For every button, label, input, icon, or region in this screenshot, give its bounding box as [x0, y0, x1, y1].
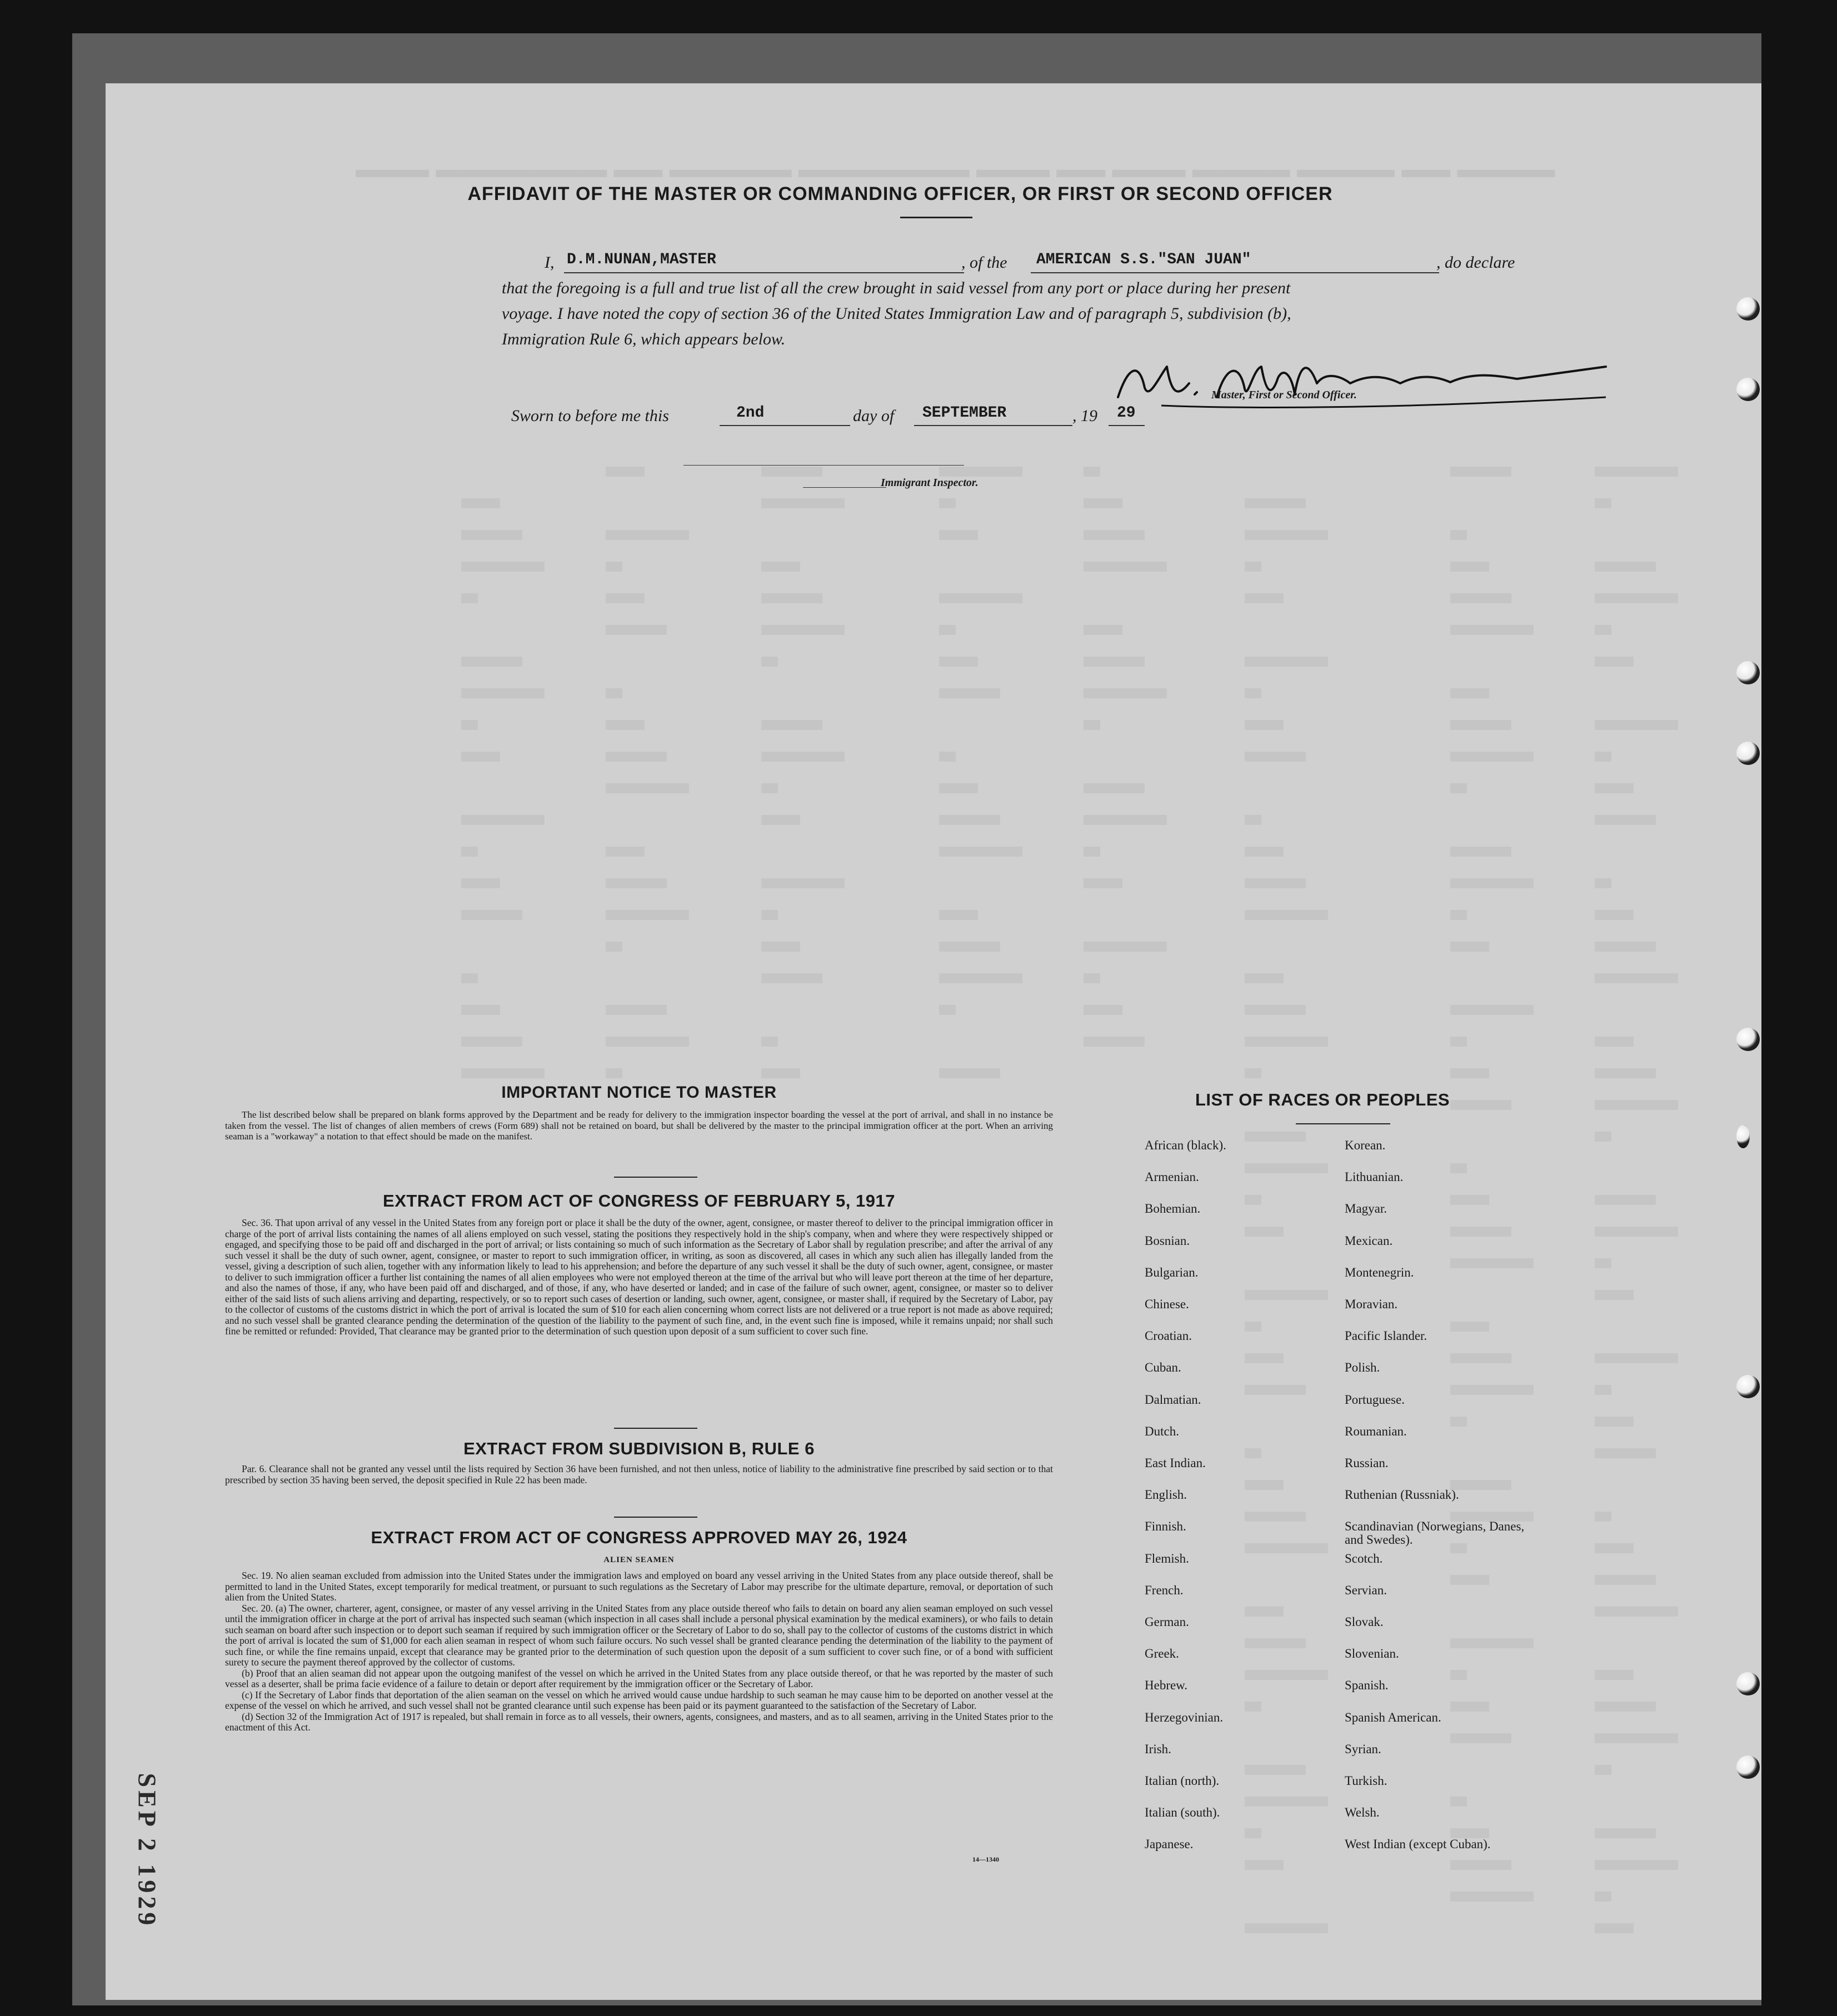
bleed-through-mark — [1245, 1068, 1261, 1078]
race-item: Finnish. — [1145, 1519, 1186, 1534]
bleed-through-mark — [1245, 657, 1328, 667]
bleed-through-mark — [1245, 498, 1306, 508]
race-item: Pacific Islander. — [1345, 1329, 1427, 1343]
punch-hole — [1736, 1125, 1750, 1148]
bleed-through-mark — [1595, 1353, 1678, 1363]
race-item: Polish. — [1345, 1360, 1380, 1375]
bleed-through-mark — [761, 783, 778, 793]
bleed-through-mark — [1245, 1322, 1261, 1332]
bleed-through-mark — [1084, 720, 1100, 730]
bleed-through-mark — [1245, 1290, 1328, 1300]
race-item: Moravian. — [1345, 1297, 1398, 1311]
bleed-through-mark — [1450, 878, 1534, 888]
race-item: East Indian. — [1145, 1456, 1206, 1470]
bleed-through-mark — [606, 878, 667, 888]
bleed-through-mark — [1450, 1892, 1534, 1902]
master-name: D.M.NUNAN,MASTER — [567, 251, 716, 268]
sworn-year: 29 — [1117, 404, 1136, 422]
bleed-through-mark — [1245, 1607, 1284, 1617]
bleed-through-mark — [1595, 910, 1634, 920]
bleed-through-mark — [1084, 783, 1145, 793]
bleed-through-mark — [1595, 593, 1678, 603]
bleed-through-mark — [1245, 562, 1261, 572]
race-item: Hebrew. — [1145, 1678, 1188, 1693]
bleed-through-mark — [461, 910, 522, 920]
inspector-caption: Immigrant Inspector. — [881, 477, 979, 489]
bleed-through-mark — [1245, 910, 1328, 920]
bleed-through-mark — [461, 498, 500, 508]
race-item: Lithuanian. — [1345, 1170, 1404, 1184]
declaration-line-2: that the foregoing is a full and true list of all the crew brought in said vessel from any port or place during her present — [502, 279, 1291, 297]
month-underline — [914, 425, 1072, 426]
bleed-through-mark — [1245, 1195, 1261, 1205]
bleed-through-mark — [1450, 1828, 1489, 1838]
bleed-through-mark — [606, 942, 622, 952]
bleed-through-mark — [1595, 1543, 1634, 1553]
bleed-through-mark — [1245, 1702, 1261, 1712]
notice-title: IMPORTANT NOTICE TO MASTER — [501, 1083, 777, 1102]
race-item: Montenegrin. — [1345, 1265, 1414, 1279]
race-item: Servian. — [1345, 1583, 1387, 1597]
bleed-through-mark — [1245, 1005, 1306, 1015]
bleed-through-mark — [606, 783, 689, 793]
day-of-label: day of — [853, 407, 895, 425]
bleed-through-mark — [1450, 530, 1467, 540]
bleed-through-mark — [1595, 1068, 1656, 1078]
manifest-page — [106, 83, 1761, 2000]
bleed-through-mark — [461, 562, 545, 572]
notice-text: The list described below shall be prepared on blank forms approved by the Department and be ready for delivery to the immigration inspector boarding the vessel at the port of arrival, and shall in no instance be taken from the vessel. The list of changes of alien members of crews (Form 689) shall not be retained on board, but shall be delivered by the master to the principal immigration officer at the port. When an arriving seaman is a "workaway" a notation to that effect should be made on the manifest. — [225, 1109, 1053, 1142]
punch-hole — [1736, 378, 1760, 401]
bleed-through-mark — [1245, 752, 1306, 762]
bleed-through-mark — [761, 1037, 778, 1047]
race-item: Bohemian. — [1145, 1202, 1201, 1216]
declaration-line-4: Immigration Rule 6, which appears below. — [502, 330, 786, 348]
bleed-through-mark — [761, 815, 800, 825]
declaration-line-3: voyage. I have noted the copy of section 36 of the United States Immigration Law and of paragraph 5, subdivision (b), — [502, 304, 1291, 323]
bleed-through-mark — [1595, 973, 1678, 983]
bleed-through-mark — [1595, 657, 1634, 667]
bleed-through-mark — [606, 625, 667, 635]
form-number: 14—1340 — [972, 1855, 999, 1863]
bleed-through-mark — [939, 625, 956, 635]
race-item: Spanish. — [1345, 1678, 1389, 1693]
race-item: French. — [1145, 1583, 1184, 1597]
bleed-through-mark — [1245, 1828, 1261, 1838]
race-item: Russian. — [1345, 1456, 1389, 1470]
bleed-through-mark — [606, 562, 622, 572]
bleed-through-mark — [1450, 910, 1467, 920]
bleed-through-mark — [1245, 1163, 1328, 1173]
vessel-underline — [1031, 272, 1439, 273]
bleed-through-mark — [1595, 1607, 1678, 1617]
bleed-through-mark — [1595, 1037, 1634, 1047]
bleed-through-mark — [1450, 1797, 1467, 1807]
bleed-through-mark — [1595, 815, 1656, 825]
bleed-through-mark — [1595, 878, 1611, 888]
bleed-through-mark — [1450, 847, 1511, 857]
bleed-through-mark — [461, 815, 545, 825]
bleed-through-mark — [1245, 688, 1261, 698]
declaration-i: I, — [545, 253, 555, 272]
bleed-through-mark — [1245, 1480, 1284, 1490]
race-item: Portuguese. — [1345, 1392, 1405, 1407]
race-item: Dutch. — [1145, 1424, 1179, 1438]
bleed-through-mark — [939, 942, 1000, 952]
bleed-through-mark — [1245, 1860, 1284, 1870]
bleed-through-mark — [1450, 1068, 1489, 1078]
bleed-through-mark — [1595, 942, 1656, 952]
bleed-through-mark — [1245, 1797, 1328, 1807]
bleed-through-mark — [939, 910, 978, 920]
bleed-through-mark — [939, 593, 1022, 603]
bleed-through-mark — [1245, 1923, 1328, 1933]
race-item: Irish. — [1145, 1742, 1171, 1756]
bleed-through-mark — [1084, 1037, 1145, 1047]
bleed-through-mark — [939, 467, 1022, 477]
bleed-through-mark — [1245, 1670, 1328, 1680]
bleed-through-mark — [1084, 973, 1100, 983]
bleed-through-mark — [1245, 1448, 1261, 1458]
bleed-through-mark — [606, 593, 645, 603]
bleed-through-mark — [1595, 1132, 1611, 1142]
bleed-through-mark — [1450, 1227, 1511, 1237]
bleed-through-mark — [939, 815, 1000, 825]
sworn-day: 2nd — [736, 404, 765, 422]
bleed-through-mark — [1245, 530, 1328, 540]
race-item: Syrian. — [1345, 1742, 1381, 1756]
sworn-month: SEPTEMBER — [922, 404, 1007, 422]
bleed-through-mark — [1450, 1733, 1511, 1743]
bleed-through-mark — [1084, 815, 1167, 825]
bleed-through-mark — [1595, 1385, 1611, 1395]
race-item: Cuban. — [1145, 1360, 1181, 1375]
bleed-through-mark — [606, 688, 622, 698]
rule-6-rule — [614, 1517, 697, 1518]
bleed-through-mark — [1450, 1037, 1467, 1047]
bleed-through-mark — [461, 973, 478, 983]
year-underline — [1109, 425, 1145, 426]
bleed-through-mark — [606, 752, 667, 762]
extract-1917-title: EXTRACT FROM ACT OF CONGRESS OF FEBRUARY 5, 1917 — [383, 1191, 895, 1210]
race-item: Magyar. — [1345, 1202, 1387, 1216]
bleed-through-mark — [1245, 815, 1261, 825]
bleed-through-mark — [1450, 1163, 1467, 1173]
bleed-through-mark — [761, 942, 800, 952]
bleed-through-mark — [1595, 1227, 1678, 1237]
bleed-through-mark — [1595, 1765, 1611, 1775]
bleed-through-mark — [1450, 1258, 1534, 1268]
bleed-through-mark — [1084, 688, 1167, 698]
bleed-through-mark — [939, 752, 956, 762]
punch-hole — [1736, 661, 1760, 684]
bleed-through-mark — [461, 1037, 522, 1047]
race-item: Armenian. — [1145, 1170, 1199, 1184]
bleed-through-mark — [1450, 1005, 1534, 1015]
bleed-through-mark — [1595, 752, 1611, 762]
bleed-through-shadow: ▬▬▬ ▬▬▬▬▬▬▬ ▬▬ ▬▬▬▬▬ ▬▬▬▬▬▬▬ ▬▬▬ ▬▬ ▬▬▬ ▬▬▬▬ ▬▬▬▬ ▬▬ ▬▬▬▬ — [356, 156, 1555, 183]
race-item: Slovak. — [1345, 1615, 1384, 1629]
bleed-through-mark — [1595, 1290, 1634, 1300]
bleed-through-mark — [1450, 1702, 1489, 1712]
bleed-through-mark — [1084, 467, 1100, 477]
bleed-through-mark — [1245, 878, 1306, 888]
rule-6-title: EXTRACT FROM SUBDIVISION B, RULE 6 — [463, 1439, 815, 1458]
bleed-through-mark — [1084, 530, 1145, 540]
bleed-through-mark — [1245, 593, 1284, 603]
race-item: Korean. — [1345, 1138, 1386, 1152]
bleed-through-mark — [1595, 1258, 1611, 1268]
race-item: Ruthenian (Russniak). — [1345, 1488, 1459, 1502]
bleed-through-mark — [1595, 783, 1634, 793]
bleed-through-mark — [461, 847, 478, 857]
bleed-through-mark — [1595, 562, 1656, 572]
bleed-through-mark — [1450, 752, 1534, 762]
name-underline — [564, 272, 964, 273]
bleed-through-mark — [761, 625, 845, 635]
race-item: Slovenian. — [1345, 1647, 1399, 1661]
bleed-through-mark — [1084, 498, 1122, 508]
races-title: LIST OF RACES OR PEOPLES — [1195, 1090, 1450, 1109]
bleed-through-mark — [939, 657, 978, 667]
bleed-through-mark — [606, 467, 645, 477]
extract-1924-title: EXTRACT FROM ACT OF CONGRESS APPROVED MAY 26, 1924 — [371, 1528, 907, 1547]
bleed-through-mark — [1450, 1322, 1489, 1332]
of-the-label: , of the — [961, 253, 1007, 272]
bleed-through-mark — [461, 530, 522, 540]
sec-20d-text: (d) Section 32 of the Immigration Act of 1917 is repealed, but shall remain in force as to all vessels, their owners, agents, consignees, and masters, and as to all seamen, arriving in the United States prior to the enactment of this Act. — [225, 1710, 1053, 1733]
bleed-through-mark — [939, 530, 978, 540]
bleed-through-mark — [606, 847, 645, 857]
race-item: Flemish. — [1145, 1551, 1189, 1565]
bleed-through-mark — [606, 530, 689, 540]
race-item: Italian (north). — [1145, 1774, 1220, 1788]
bleed-through-mark — [1450, 1575, 1489, 1585]
bleed-through-mark — [1595, 1828, 1656, 1838]
inspector-caption-rule — [803, 487, 886, 488]
year-prefix: , 19 — [1072, 407, 1097, 425]
bleed-through-mark — [461, 752, 500, 762]
race-item: Turkish. — [1345, 1774, 1387, 1788]
bleed-through-mark — [1595, 1860, 1678, 1870]
race-item: Italian (south). — [1145, 1805, 1220, 1820]
bleed-through-mark — [461, 593, 478, 603]
punch-hole — [1736, 297, 1760, 321]
bleed-through-mark — [1084, 878, 1122, 888]
sec-20a-text: Sec. 20. (a) The owner, charterer, agent, consignee, or master of any vessel arriving in the United States from any place outside thereof who fails to detain on board any alien seaman employed on such vessel until the immigration officer in charge at the port of arrival has inspected such seaman (which inspection in all cases shall include a personal physical examination by the medical examiners), or who fails to detain such seaman on board after such inspection or to deport such seaman if required by such immigration officer or the Secretary of Labor to do so, shall pay to the collector of customs of the customs district in which the port of arrival is located the sum of $1,000 for each alien seaman in respect of whom such failure occurs. No such vessel shall be granted clearance pending the determination of the liability to the payment of such fine, or while the fine remains unpaid, except that clearance may be granted prior to the determination of such question upon the deposit of a sum sufficient to cover such fine, or of a bond with sufficient surety to secure the payment thereof approved by the collector of customs. — [225, 1602, 1053, 1668]
bleed-through-mark — [1595, 625, 1611, 635]
bleed-through-mark — [461, 657, 522, 667]
bleed-through-mark — [1450, 783, 1467, 793]
bleed-through-mark — [1450, 1417, 1467, 1427]
race-item: Bosnian. — [1145, 1233, 1190, 1248]
race-item: Croatian. — [1145, 1329, 1192, 1343]
affidavit-title: AFFIDAVIT OF THE MASTER OR COMMANDING OFFICER, OR FIRST OR SECOND OFFICER — [467, 183, 1333, 204]
bleed-through-mark — [761, 1068, 800, 1078]
bleed-through-mark — [1084, 847, 1100, 857]
punch-hole — [1736, 1672, 1760, 1695]
bleed-through-mark — [1595, 1512, 1611, 1522]
bleed-through-mark — [1245, 1227, 1284, 1237]
sec-20b-text: (b) Proof that an alien seaman did not appear upon the outgoing manifest of the vessel on which he arrived in the United States from any place outside thereof, or that he was reported by the master of such vessel as a deserter, shall be prima facie evidence of a failure to detain or deport after requirement by the immigration officer or the Secretary of Labor. — [225, 1667, 1053, 1689]
race-item: German. — [1145, 1615, 1189, 1629]
bleed-through-mark — [1450, 720, 1511, 730]
bleed-through-mark — [761, 562, 800, 572]
bleed-through-mark — [1084, 562, 1167, 572]
bleed-through-mark — [761, 910, 778, 920]
sworn-prefix: Sworn to before me this — [511, 407, 669, 425]
extract-1917-text: Sec. 36. That upon arrival of any vessel in the United States from any foreign port or place it shall be the duty of the owner, agent, consignee, or master thereof to deliver to the principal immigration officer in charge of the port of arrival lists containing the names of all aliens employed on such vessel, stating the positions they respectively hold in the ship's company, when and where they were respectively shipped or engaged, and specifying those to be paid off and discharged in the port of arrival; or lists containing so much of such information as the Secretary of Labor shall by regulation prescribe; and after the arrival of any such vessel it shall be the duty of such owner, agent, consignee, or master to report to such immigration officer, in writing, as soon as discovered, all cases in which any such alien has illegally landed from the vessel, giving a description of such alien, together with any information likely to lead to his apprehension; and before the departure of any such vessel it shall be the duty of such owner, agent, consignee, or master to deliver to such immigration officer a further list containing the names of all alien employees who were not employed thereon at the time of the arrival but who will leave port thereon at the time of her departure, and also the names of those, if any, who have been paid off and discharged, and of those, if any, who have deserted or landed; and in case of the failure of such owner, agent, consignee, or master so to deliver either of the said lists of such aliens arriving and departing, respectively, or so to report such cases of desertion or landing, such owner, agent, consignee, or master shall, if required by the Secretary of Labor, pay to the collector of customs of the customs district in which the port of arrival is located the sum of $10 for each alien concerning whom correct lists are not delivered or a true report is not made as above required; and no such vessel shall be granted clearance pending the determination of the question of the liability to the payment of such fine, and, in the event such fine is imposed, while it remains unpaid; nor shall such fine be remitted or refunded: Provided, That clearance may be granted prior to the determination of such question upon deposit of a sum sufficient to cover such fine. — [225, 1217, 1053, 1337]
bleed-through-mark — [1595, 1195, 1656, 1205]
bleed-through-mark — [1450, 1353, 1511, 1363]
sec-20c-text: (c) If the Secretary of Labor finds that deportation of the alien seaman on the vessel on which he arrived would cause undue hardship to such seaman he may cause him to be deported on another vessel at the expense of the vessel on which he arrived, and such vessel shall not be granted clearance until such expense has been paid or its payment guaranteed to the satisfaction of the Secretary of Labor. — [225, 1689, 1053, 1711]
bleed-through-mark — [606, 720, 645, 730]
bleed-through-mark — [761, 752, 845, 762]
master-signature — [1106, 344, 1617, 422]
bleed-through-mark — [1595, 467, 1678, 477]
bleed-through-mark — [761, 467, 822, 477]
bleed-through-mark — [1450, 1195, 1489, 1205]
sec-19-text: Sec. 19. No alien seaman excluded from admission into the United States under the immigration laws and employed on board any vessel arriving in the United States from any place outside thereof, shall be permitted to land in the United States, except temporarily for medical treatment, or pursuant to such regulations as the Secretary of Labor may prescribe for the ultimate departure, removal, or deportation of such alien from the United States. — [225, 1570, 1053, 1603]
bleed-through-mark — [1450, 625, 1534, 635]
race-item: Herzegovinian. — [1145, 1710, 1224, 1724]
bleed-through-mark — [461, 720, 478, 730]
race-item: Japanese. — [1145, 1837, 1194, 1852]
bleed-through-mark — [761, 593, 822, 603]
bleed-through-mark — [1595, 1733, 1678, 1743]
bleed-through-mark — [1450, 1670, 1467, 1680]
bleed-through-mark — [1245, 1353, 1284, 1363]
rule-6-text: Par. 6. Clearance shall not be granted any vessel until the lists required by Section 36 have been furnished, and not then unless, notice of liability to the administrative fine prescribed by said section or to that prescribed by section 35 having been served, the deposit specified in Rule 22 has been made. — [225, 1463, 1053, 1485]
race-item: Bulgarian. — [1145, 1265, 1199, 1279]
bleed-through-mark — [761, 657, 778, 667]
race-item: African (black). — [1145, 1138, 1226, 1152]
bleed-through-mark — [461, 1068, 545, 1078]
bleed-through-mark — [1084, 625, 1122, 635]
bleed-through-mark — [761, 878, 845, 888]
bleed-through-mark — [1595, 498, 1611, 508]
extract-1917-rule — [614, 1428, 697, 1429]
bleed-through-mark — [1450, 593, 1511, 603]
bleed-through-mark — [1595, 1417, 1634, 1427]
date-stamp: SEP 2 1929 — [133, 1773, 162, 1929]
bleed-through-mark — [606, 1037, 689, 1047]
bleed-through-mark — [1245, 1132, 1306, 1142]
signature-caption: Master, First or Second Officer. — [1211, 389, 1357, 401]
punch-hole — [1736, 1375, 1760, 1398]
bleed-through-mark — [1450, 1860, 1511, 1870]
bleed-through-mark — [1595, 1448, 1656, 1458]
bleed-through-mark — [1595, 1923, 1634, 1933]
races-rule — [1296, 1123, 1390, 1124]
bleed-through-mark — [1450, 562, 1489, 572]
bleed-through-mark — [1595, 1892, 1611, 1902]
inspector-signature-line — [683, 465, 964, 466]
bleed-through-mark — [1245, 1037, 1328, 1047]
bleed-through-mark — [1595, 1702, 1656, 1712]
punch-hole — [1736, 1755, 1760, 1779]
bleed-through-mark — [1450, 467, 1511, 477]
race-item: Scotch. — [1345, 1551, 1383, 1565]
title-rule — [900, 217, 972, 218]
bleed-through-mark — [1084, 942, 1167, 952]
bleed-through-mark — [1245, 973, 1284, 983]
bleed-through-mark — [939, 1068, 1000, 1078]
extract-1924-text — [225, 1570, 1053, 1733]
race-item: Welsh. — [1345, 1805, 1380, 1820]
bleed-through-mark — [606, 910, 689, 920]
bleed-through-mark — [939, 973, 1022, 983]
bleed-through-mark — [1595, 1575, 1656, 1585]
bleed-through-mark — [461, 688, 545, 698]
alien-seamen-subtitle: ALIEN SEAMEN — [603, 1555, 675, 1564]
race-item: Greek. — [1145, 1647, 1179, 1661]
bleed-through-mark — [606, 1068, 622, 1078]
race-item: Mexican. — [1345, 1233, 1393, 1248]
bleed-through-mark — [1450, 1638, 1534, 1648]
bleed-through-mark — [1450, 688, 1489, 698]
do-declare-label: , do declare — [1436, 253, 1515, 272]
bleed-through-mark — [939, 1005, 956, 1015]
bleed-through-mark — [1450, 1385, 1534, 1395]
bleed-through-mark — [1084, 1005, 1122, 1015]
bleed-through-mark — [1245, 1765, 1306, 1775]
bleed-through-mark — [1245, 1543, 1328, 1553]
bleed-through-mark — [461, 878, 500, 888]
bleed-through-mark — [1450, 1480, 1511, 1490]
bleed-through-mark — [1245, 1385, 1306, 1395]
bleed-through-mark — [1245, 1512, 1306, 1522]
bleed-through-mark — [1245, 720, 1284, 730]
race-item: English. — [1145, 1488, 1187, 1502]
bleed-through-mark — [1595, 720, 1678, 730]
race-item: Scandinavian (Norwegians, Danes, and Swedes). — [1345, 1519, 1525, 1547]
bleed-through-mark — [1245, 1638, 1306, 1648]
bleed-through-mark — [761, 720, 822, 730]
bleed-through-mark — [461, 1005, 500, 1015]
notice-rule — [614, 1177, 697, 1178]
bleed-through-mark — [939, 847, 1022, 857]
day-underline — [720, 425, 850, 426]
race-item: Roumanian. — [1345, 1424, 1407, 1438]
bleed-through-mark — [939, 688, 1000, 698]
punch-hole — [1736, 742, 1760, 765]
bleed-through-mark — [1084, 657, 1145, 667]
bleed-through-mark — [606, 1005, 667, 1015]
bleed-through-mark — [1595, 1100, 1678, 1110]
race-item: Chinese. — [1145, 1297, 1189, 1311]
bleed-through-mark — [1595, 1670, 1634, 1680]
bleed-through-mark — [761, 973, 822, 983]
race-item: Spanish American. — [1345, 1710, 1441, 1724]
bleed-through-mark — [761, 498, 845, 508]
punch-hole — [1736, 1028, 1760, 1051]
bleed-through-mark — [1450, 942, 1489, 952]
race-item: West Indian (except Cuban). — [1345, 1837, 1491, 1852]
race-item: Dalmatian. — [1145, 1392, 1201, 1407]
bleed-through-mark — [939, 783, 978, 793]
vessel-name: AMERICAN S.S."SAN JUAN" — [1036, 251, 1251, 268]
bleed-through-mark — [939, 498, 956, 508]
bleed-through-mark — [1245, 847, 1284, 857]
